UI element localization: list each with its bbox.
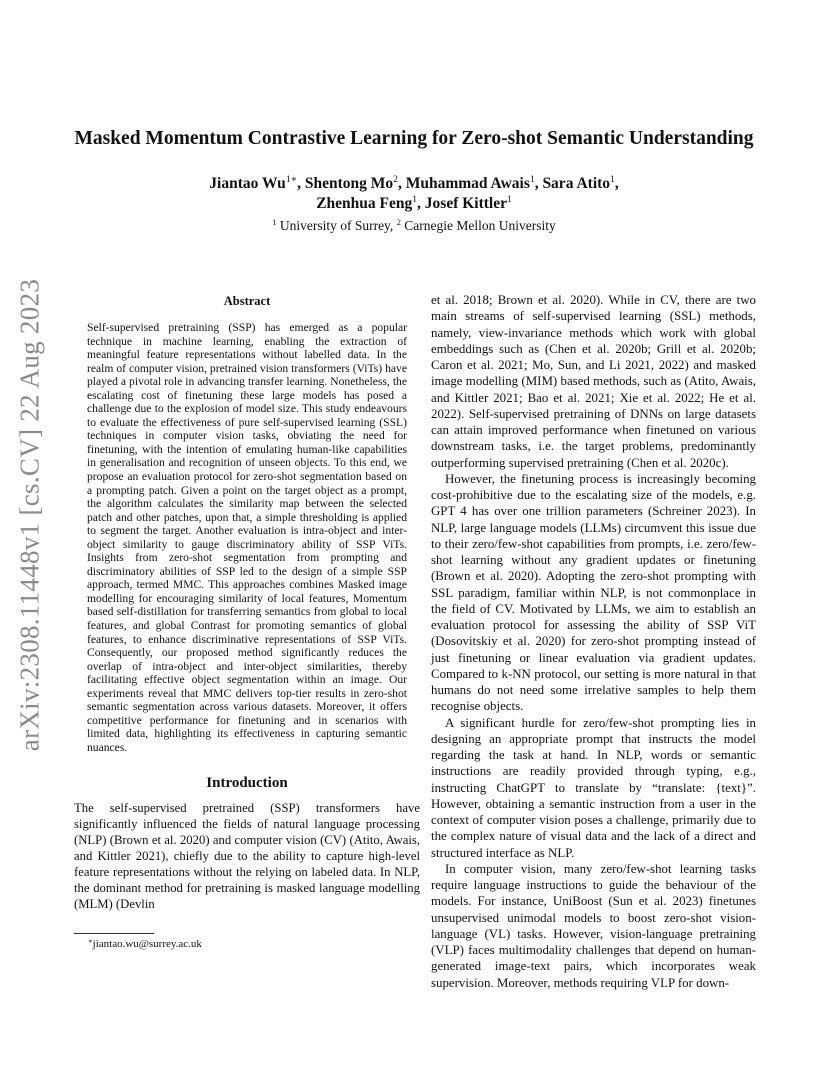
author-line-2 bbox=[0, 194, 828, 214]
affiliations bbox=[0, 218, 828, 234]
author-affil-mark: 2 bbox=[393, 174, 398, 186]
body-paragraph: In computer vision, many zero/few-shot learning tasks require language instructions to guide the behaviour of the models. For instance, UniBoost (Sun et al. 2023) finetunes unsupervised unimodal models to boost zero-shot vision-language (VL) tasks. However, vision-language pretraining (VLP) faces multimodality challenges that depend on human-generated image-text pairs, which incorporates weak supervision. Moreover, methods requiring VLP for down- bbox=[431, 861, 756, 990]
author-line-1 bbox=[0, 174, 828, 194]
author-separator: , bbox=[397, 175, 406, 192]
author-name: Zhenhua Feng bbox=[316, 195, 413, 212]
author-affil-mark: 1 bbox=[529, 174, 535, 186]
body-paragraph: However, the finetuning process is increasingly becoming cost-prohibitive due to the escalating size of the models, e.g. GPT 4 has over one trillion parameters (Schreiner 2023). In NLP, large language models (LLMs) circumvent this issue due to their zero/few-shot capabilities from prompts, i.e. zero/few-shot learning without any gradient updates or finetuning (Brown et al. 2020). Adopting the zero-shot prompting with SSL paradigm, familiar within NLP, is not commonplace in the field of CV. Motivated by LLMs, we aim to establish an evaluation protocol for assessing the ability of SSP ViT (Dosovitskiy et al. 2020) for zero-shot prompting instead of just finetuning or linear evaluation via gradient updates. Compared to k-NN protocol, our setting is more natural in that humans do not need some irrelative samples to help them recognise objects. bbox=[431, 471, 756, 714]
introduction-heading: Introduction bbox=[206, 774, 288, 791]
author-name: Shentong Mo bbox=[304, 175, 394, 192]
author-affil-mark: 1 bbox=[412, 194, 418, 206]
author-separator: , bbox=[614, 175, 619, 192]
affiliation-name: University of Surrey, bbox=[276, 218, 397, 233]
arxiv-identifier-text: arXiv:2308.11448v1 [cs.CV] 22 Aug 2023 bbox=[14, 278, 45, 752]
body-paragraph: et al. 2018; Brown et al. 2020). While in CV, there are two main streams of self-supervised learning (SSL) methods, namely, view-invariance methods which work with global embeddings such as (Chen et al. 2020b; Grill et al. 2020b; Caron et al. 2021; Mo, Sun, and Li 2021, 2022) and masked image modelling (MIM) based methods, such as (Atito, Awais, and Kittler 2021; Bao et al. 2021; Xie et al. 2022; He et al. 2022). Self-supervised pretraining of DNNs on large datasets can attain improved performance when finetuned on various downstream tasks, i.e. the target problems, predominantly outperforming supervised pretraining (Chen et al. 2020c). bbox=[431, 293, 756, 470]
author-name: Sara Atito bbox=[542, 175, 611, 192]
abstract-text: Self-supervised pretraining (SSP) has emerged as a popular technique in machine learning, enabling the extraction of meaningful feature representations without labelled data. In the realm of computer vision, pretrained vision transformers (ViTs) have played a pivotal role in advancing transfer learning. Nonetheless, the escalating cost of finetuning these large models has posed a challenge due to the explosion of model size. This study endeavours to evaluate the effectiveness of pure self-supervised learning (SSL) techniques in computer vision tasks, obviating the need for finetuning, with the intention of emulating human-like capabilities in generalisation and recognition of unseen objects. To this end, we propose an evaluation protocol for zero-shot segmentation based on a prompting patch. Given a point on the target object as a prompt, the algorithm calculates the similarity map between the selected patch and other patches, upon that, a simple thresholding is applied to segment the target. Another evaluation is intra-object and inter-object similarity to gauge discriminatory ability of SSP ViTs. Insights from zero-shot segmentation from prompting and discriminatory abilities of SSP led to the design of a simple SSP approach, termed MMC. This approaches combines Masked image modelling for encouraging similarity of local features, Momentum based self-distillation for transferring semantics from global to local features, and global Contrast for promoting semantics of global features, to enhance discriminative representations of SSP ViTs. Consequently, our proposed method significantly reduces the overlap of intra-object and inter-object similarities, thereby facilitating effective object segmentation within an image. Our experiments reveal that MMC delivers top-tier results in zero-shot semantic segmentation across various datasets. Moreover, it offers competitive performance for finetuning and in scenarios with limited data, highlighting its effectiveness in capturing semantic nuances. bbox=[87, 321, 407, 754]
paper-title: Masked Momentum Contrastive Learning for Zero-shot Semantic Understanding bbox=[74, 128, 754, 149]
affil-mark: 2 bbox=[396, 217, 401, 227]
author-name: Josef Kittler bbox=[424, 195, 507, 212]
author-name: Muhammad Awais bbox=[405, 175, 530, 192]
body-paragraph: A significant hurdle for zero/few-shot prompting lies in designing an appropriate prompt that instructs the model regarding the task at hand. In NLP, words or semantic instructions are readily provided through typing, e.g., instructing ChatGPT to translate by “translate: {text}”. However, obtaining a semantic instruction from a user in the context of computer vision poses a challenge, primarily due to the complex nature of visual data and the lack of a direct and structured interface as NLP. bbox=[431, 715, 756, 860]
author-separator: , bbox=[297, 175, 305, 192]
author-name: Jiantao Wu bbox=[209, 175, 286, 192]
footnote bbox=[88, 938, 202, 950]
author-list bbox=[0, 174, 828, 214]
introduction-paragraph: The self-supervised pretrained (SSP) transformers have significantly influenced the fields of natural language processing (NLP) (Brown et al. 2020) and computer vision (CV) (Atito, Awais, and Kittler 2021), chiefly due to the ability to capture high-level feature representations without the relying on labeled data. In NLP, the dominant method for pretraining is masked language modelling (MLM) (Devlin bbox=[74, 800, 420, 912]
left-column bbox=[74, 292, 420, 912]
affiliation-name: Carnegie Mellon University bbox=[400, 218, 556, 233]
author-affil-mark: 1 bbox=[610, 174, 615, 186]
author-separator: , bbox=[417, 195, 425, 212]
author-affil-mark: 1∗ bbox=[285, 174, 298, 186]
footnote-divider bbox=[74, 933, 154, 934]
author-affil-mark: 1 bbox=[507, 194, 512, 206]
author-separator: , bbox=[534, 175, 543, 192]
right-column bbox=[431, 292, 756, 991]
abstract-heading: Abstract bbox=[223, 294, 271, 308]
affil-mark: 1 bbox=[272, 217, 277, 227]
footnote-mark: ∗ bbox=[88, 937, 93, 945]
footnote-email: jiantao.wu@surrey.ac.uk bbox=[92, 938, 202, 950]
arxiv-identifier-stamp bbox=[10, 278, 50, 752]
